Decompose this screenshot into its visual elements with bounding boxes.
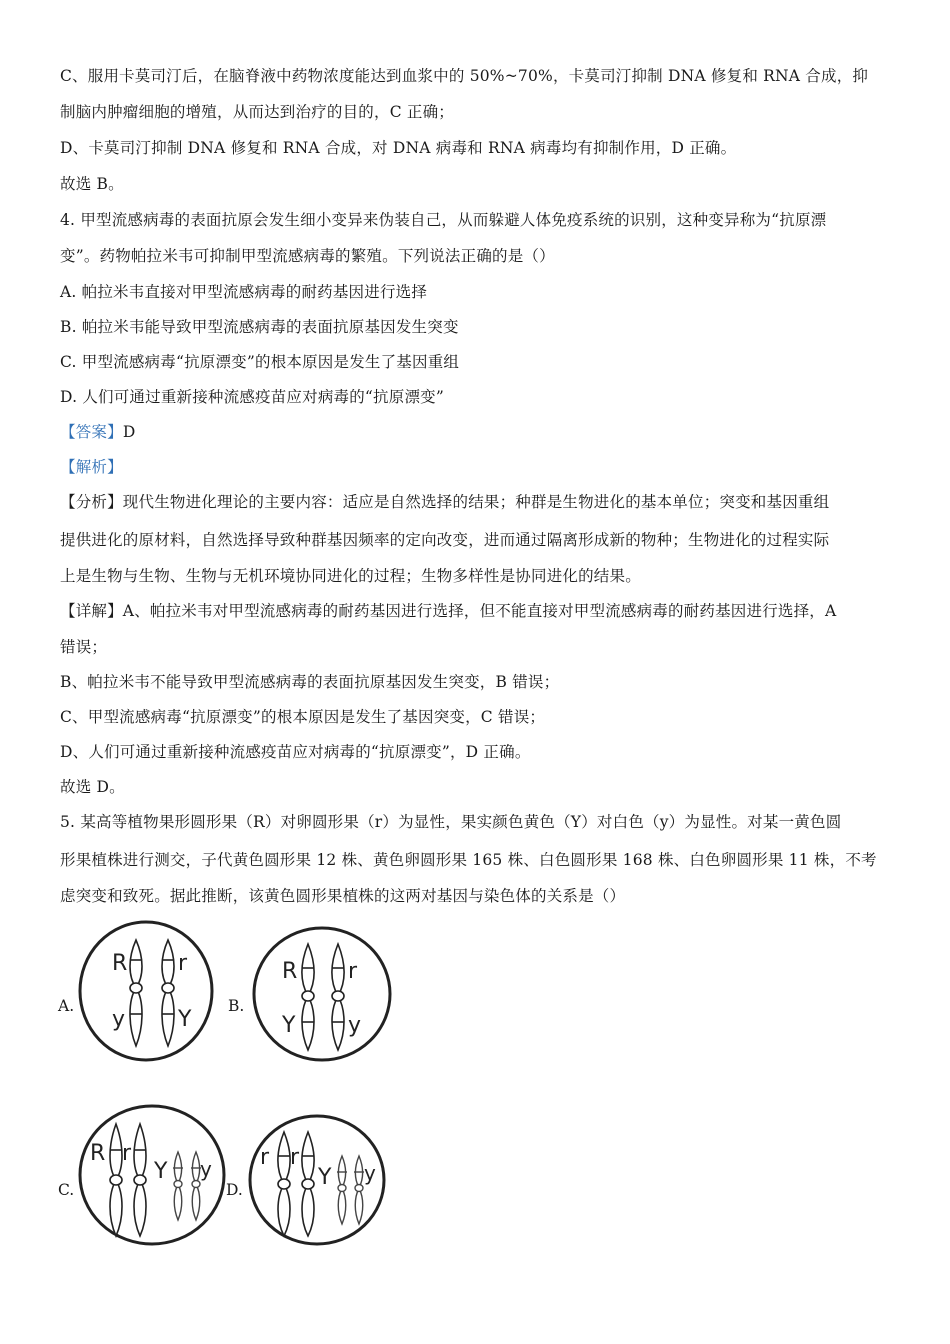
question-4-stem: 变”。药物帕拉米韦可抑制甲型流感病毒的繁殖。下列说法正确的是（） bbox=[60, 247, 555, 265]
gene-label: R bbox=[112, 951, 128, 976]
question-5-stem: 5. 某高等植物果形圆形果（R）对卵圆形果（r）为显性，果实颜色黄色（Y）对白色（y）为显性。对某一黄色圆 bbox=[60, 813, 842, 831]
gene-label: y bbox=[364, 1161, 376, 1185]
gene-label: Y bbox=[318, 1165, 332, 1190]
analysis-text: 【分析】现代生物进化理论的主要内容：适应是自然选择的结果；种群是生物进化的基本单位；突变和基因重组 bbox=[60, 493, 830, 511]
answer-value: D bbox=[122, 423, 136, 441]
analysis-line bbox=[60, 457, 123, 477]
chromosome bbox=[302, 1132, 314, 1236]
chromosome bbox=[134, 1124, 146, 1236]
chromosome bbox=[302, 944, 314, 1050]
gene-label: r bbox=[122, 1141, 132, 1166]
gene-label: y bbox=[200, 1157, 212, 1181]
analysis-tag: 【解析】 bbox=[60, 458, 123, 476]
analysis-text: 上是生物与生物、生物与无机环境协同进化的过程；生物多样性是协同进化的结果。 bbox=[60, 567, 641, 585]
option-c-label: C. bbox=[58, 1181, 75, 1199]
chromosome bbox=[332, 944, 344, 1050]
option-a-label: A. bbox=[58, 997, 75, 1015]
answer-line bbox=[60, 422, 135, 442]
question-4-option-d: D. 人们可通过重新接种流感疫苗应对病毒的“抗原漂变” bbox=[60, 388, 444, 406]
gene-label: y bbox=[112, 1007, 126, 1032]
text-line: D、卡莫司汀抑制 DNA 修复和 RNA 合成，对 DNA 病毒和 RNA 病毒均有抑制作用，D 正确。 bbox=[60, 139, 737, 157]
detail-text: D、人们可通过重新接种流感疫苗应对病毒的“抗原漂变”，D 正确。 bbox=[60, 743, 531, 761]
text-line: 制脑内肿瘤细胞的增殖，从而达到治疗的目的，C 正确； bbox=[60, 103, 454, 121]
chromosome bbox=[130, 940, 142, 1046]
figure-a-cell bbox=[76, 918, 216, 1064]
cell-outline bbox=[254, 928, 390, 1060]
answer-tag: 【答案】 bbox=[60, 423, 123, 441]
question-4-option-a: A. 帕拉米韦直接对甲型流感病毒的耐药基因进行选择 bbox=[60, 283, 428, 301]
option-d-label: D. bbox=[226, 1181, 243, 1199]
detail-text: 【详解】A、帕拉米韦对甲型流感病毒的耐药基因进行选择，但不能直接对甲型流感病毒的耐药基因进行选择，A bbox=[60, 602, 837, 620]
chromosome bbox=[173, 1152, 183, 1220]
detail-text: 错误； bbox=[60, 638, 108, 656]
chromosome bbox=[110, 1124, 122, 1236]
gene-label: R bbox=[90, 1141, 106, 1166]
gene-label: r bbox=[348, 959, 358, 984]
question-4-option-b: B. 帕拉米韦能导致甲型流感病毒的表面抗原基因发生突变 bbox=[60, 318, 459, 336]
chromosome bbox=[354, 1156, 364, 1224]
question-4-stem: 4. 甲型流感病毒的表面抗原会发生细小变异来伪装自己，从而躲避人体免疫系统的识别，这种变异称为“抗原漂 bbox=[60, 211, 827, 229]
chromosome bbox=[337, 1156, 347, 1224]
text-line: C、服用卡莫司汀后，在脑脊液中药物浓度能达到血浆中的 50%~70%，卡莫司汀抑制 DNA 修复和 RNA 合成，抑 bbox=[60, 67, 869, 85]
question-4-option-c: C. 甲型流感病毒“抗原漂变”的根本原因是发生了基因重组 bbox=[60, 353, 460, 371]
gene-label: y bbox=[348, 1013, 362, 1038]
gene-label: Y bbox=[154, 1159, 168, 1184]
chromosome bbox=[278, 1132, 290, 1236]
cell-outline bbox=[80, 922, 212, 1060]
detail-text: 故选 D。 bbox=[60, 778, 125, 796]
detail-text: C、甲型流感病毒“抗原漂变”的根本原因是发生了基因突变，C 错误； bbox=[60, 708, 546, 726]
gene-label: r bbox=[260, 1145, 270, 1170]
figure-c-cell bbox=[76, 1102, 228, 1248]
question-5-stem: 形果植株进行测交，子代黄色圆形果 12 株、黄色卵圆形果 165 株、白色圆形果 168 株、白色卵圆形果 11 株，不考 bbox=[60, 851, 877, 869]
figure-d-cell bbox=[246, 1112, 388, 1248]
gene-label: Y bbox=[178, 1007, 192, 1032]
gene-label: r bbox=[178, 951, 188, 976]
analysis-text: 提供进化的原材料，自然选择导致种群基因频率的定向改变，进而通过隔离形成新的物种；生物进化的过程实际 bbox=[60, 531, 830, 549]
gene-label: r bbox=[290, 1145, 300, 1170]
chromosome bbox=[162, 940, 174, 1046]
text-line: 故选 B。 bbox=[60, 175, 124, 193]
gene-label: R bbox=[282, 959, 298, 984]
detail-text: B、帕拉米韦不能导致甲型流感病毒的表面抗原基因发生突变，B 错误； bbox=[60, 673, 560, 691]
gene-label: Y bbox=[282, 1013, 296, 1038]
figure-b-cell bbox=[250, 924, 394, 1064]
option-b-label: B. bbox=[228, 997, 245, 1015]
question-5-stem: 虑突变和致死。据此推断，该黄色圆形果植株的这两对基因与染色体的关系是（） bbox=[60, 887, 626, 905]
